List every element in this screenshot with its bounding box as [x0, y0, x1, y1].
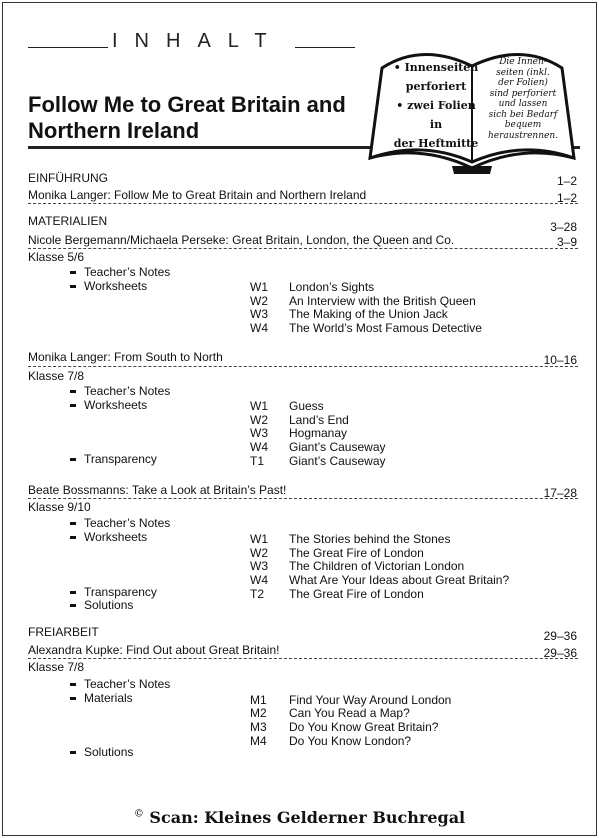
- item-label: Worksheets: [84, 398, 148, 412]
- book-right-line: der Folien): [498, 78, 548, 88]
- inhalt-rule-right: [295, 47, 355, 48]
- bullet-icon: [70, 751, 76, 754]
- book-right-line: heraustrennen.: [487, 130, 559, 141]
- section-einfuehrung: EINFÜHRUNG: [28, 171, 108, 185]
- dashed-rule: [28, 248, 578, 249]
- book-right-line: und lassen: [498, 99, 548, 109]
- material-title: Can You Read a Map?: [289, 706, 410, 720]
- bullet-icon: [70, 697, 76, 700]
- title-line-1: Follow Me to Great Britain and: [28, 92, 346, 117]
- klasse-label: Klasse 7/8: [28, 369, 85, 383]
- transparency-code: T1: [250, 454, 265, 468]
- article-pages: 17–28: [543, 486, 577, 500]
- worksheet-code: W4: [250, 573, 268, 587]
- article-pages: 10–16: [543, 353, 577, 367]
- bullet-icon: [70, 458, 76, 461]
- book-left-line: • zwei Folien in: [396, 99, 476, 131]
- materials-item: [70, 691, 133, 705]
- section-einfuehrung-pages: 1–2: [556, 174, 577, 188]
- item-label: Solutions: [84, 745, 134, 759]
- article-title: Beate Bossmanns: Take a Look at Britain’s Past!: [28, 483, 287, 497]
- dashed-rule: [28, 203, 578, 204]
- section-materialien-pages: 3–28: [550, 220, 577, 234]
- item-label: Materials: [84, 691, 133, 705]
- title-rule: [28, 146, 371, 149]
- worksheet-code: W4: [250, 321, 268, 335]
- item-label: Teacher’s Notes: [84, 384, 171, 398]
- worksheet-title: The Stories behind the Stones: [289, 532, 451, 546]
- transparency-item: [70, 452, 157, 466]
- book-right-line: Die Innen-: [499, 57, 547, 67]
- klasse-label: Klasse 9/10: [28, 500, 91, 514]
- bullet-icon: [70, 683, 76, 686]
- item-label: Worksheets: [84, 279, 148, 293]
- item-label: Worksheets: [84, 530, 148, 544]
- worksheet-code: W2: [250, 546, 268, 560]
- teachers-notes-item: [70, 384, 170, 398]
- book-right-line: sich bei Bedarf: [488, 109, 558, 120]
- worksheet-code: W2: [250, 294, 268, 308]
- material-code: M2: [250, 706, 267, 720]
- article-title: Monika Langer: Follow Me to Great Britain and Northern Ireland: [28, 188, 367, 202]
- book-left-line: • Innenseiten: [393, 61, 479, 74]
- book-right-text: [478, 57, 568, 141]
- transparency-title: The Great Fire of London: [289, 587, 424, 601]
- worksheets-item: [70, 530, 147, 544]
- item-label: Teacher’s Notes: [84, 677, 171, 691]
- worksheet-title: The Children of Victorian London: [289, 559, 465, 573]
- article-title: Nicole Bergemann/Michaela Perseke: Great Britain, London, the Queen and Co.: [28, 233, 455, 247]
- transparency-item: [70, 585, 157, 599]
- worksheet-code: W1: [250, 280, 268, 294]
- inhalt-heading: INHALT: [112, 30, 284, 52]
- worksheet-code: W1: [250, 399, 268, 413]
- bullet-icon: [70, 404, 76, 407]
- section-freiarbeit: FREIARBEIT: [28, 625, 99, 639]
- worksheet-title: Giant’s Causeway: [289, 440, 386, 454]
- dashed-rule: [28, 658, 578, 659]
- bullet-icon: [70, 390, 76, 393]
- worksheet-code: W3: [250, 426, 268, 440]
- bullet-icon: [70, 522, 76, 525]
- klasse-label: Klasse 7/8: [28, 660, 85, 674]
- worksheet-title: What Are Your Ideas about Great Britain?: [289, 573, 510, 587]
- material-title: Do You Know Great Britain?: [289, 720, 439, 734]
- item-label: Teacher’s Notes: [84, 265, 171, 279]
- book-right-line: sind perforiert: [489, 88, 557, 99]
- worksheet-title: Guess: [289, 399, 324, 413]
- bullet-icon: [70, 604, 76, 607]
- page-title: [28, 92, 368, 144]
- bullet-icon: [70, 271, 76, 274]
- solutions-item: [70, 745, 133, 759]
- book-left-text: [392, 58, 480, 153]
- scan-credit-text: Scan: Kleines Gelderner Buchregal: [149, 808, 466, 827]
- worksheet-title: The World’s Most Famous Detective: [289, 321, 482, 335]
- item-label: Transparency: [84, 585, 157, 599]
- title-line-2: Northern Ireland: [28, 118, 200, 143]
- scan-credit: [0, 808, 599, 827]
- material-code: M4: [250, 734, 267, 748]
- worksheet-code: W4: [250, 440, 268, 454]
- worksheet-title: Land’s End: [289, 413, 349, 427]
- book-right-line: seiten (inkl.: [496, 67, 550, 78]
- teachers-notes-item: [70, 265, 170, 279]
- teachers-notes-item: [70, 516, 170, 530]
- solutions-item: [70, 598, 133, 612]
- dashed-rule: [28, 498, 578, 499]
- item-label: Teacher’s Notes: [84, 516, 171, 530]
- worksheet-code: W3: [250, 307, 268, 321]
- book-left-line: der Heftmitte: [393, 137, 479, 150]
- bullet-icon: [70, 285, 76, 288]
- article-title: Monika Langer: From South to North: [28, 350, 223, 364]
- transparency-title: Giant’s Causeway: [289, 454, 386, 468]
- worksheet-title: The Great Fire of London: [289, 546, 424, 560]
- material-title: Do You Know London?: [289, 734, 412, 748]
- worksheets-item: [70, 398, 147, 412]
- worksheet-title: The Making of the Union Jack: [289, 307, 448, 321]
- bullet-icon: [70, 591, 76, 594]
- material-title: Find Your Way Around London: [289, 693, 452, 707]
- worksheet-title: An Interview with the British Queen: [289, 294, 476, 308]
- dashed-rule: [28, 366, 578, 367]
- book-right-line: bequem: [504, 120, 542, 130]
- teachers-notes-item: [70, 677, 170, 691]
- transparency-code: T2: [250, 587, 265, 601]
- section-materialien: MATERIALIEN: [28, 214, 108, 228]
- material-code: M3: [250, 720, 267, 734]
- worksheet-code: W2: [250, 413, 268, 427]
- book-left-line: perforiert: [405, 80, 467, 93]
- section-freiarbeit-pages: 29–36: [543, 629, 577, 643]
- copyright-symbol: ©: [133, 808, 144, 820]
- bullet-icon: [70, 536, 76, 539]
- article-title: Alexandra Kupke: Find Out about Great Britain!: [28, 643, 280, 657]
- article-pages: 1–2: [556, 191, 577, 205]
- inhalt-rule-left: [28, 47, 108, 48]
- article-pages: 29–36: [543, 646, 577, 660]
- worksheet-title: London’s Sights: [289, 280, 375, 294]
- worksheets-item: [70, 279, 147, 293]
- worksheet-code: W3: [250, 559, 268, 573]
- worksheet-title: Hogmanay: [289, 426, 348, 440]
- item-label: Transparency: [84, 452, 157, 466]
- klasse-label: Klasse 5/6: [28, 250, 85, 264]
- worksheet-code: W1: [250, 532, 268, 546]
- article-pages: 3–9: [556, 235, 577, 249]
- item-label: Solutions: [84, 598, 134, 612]
- material-code: M1: [250, 693, 267, 707]
